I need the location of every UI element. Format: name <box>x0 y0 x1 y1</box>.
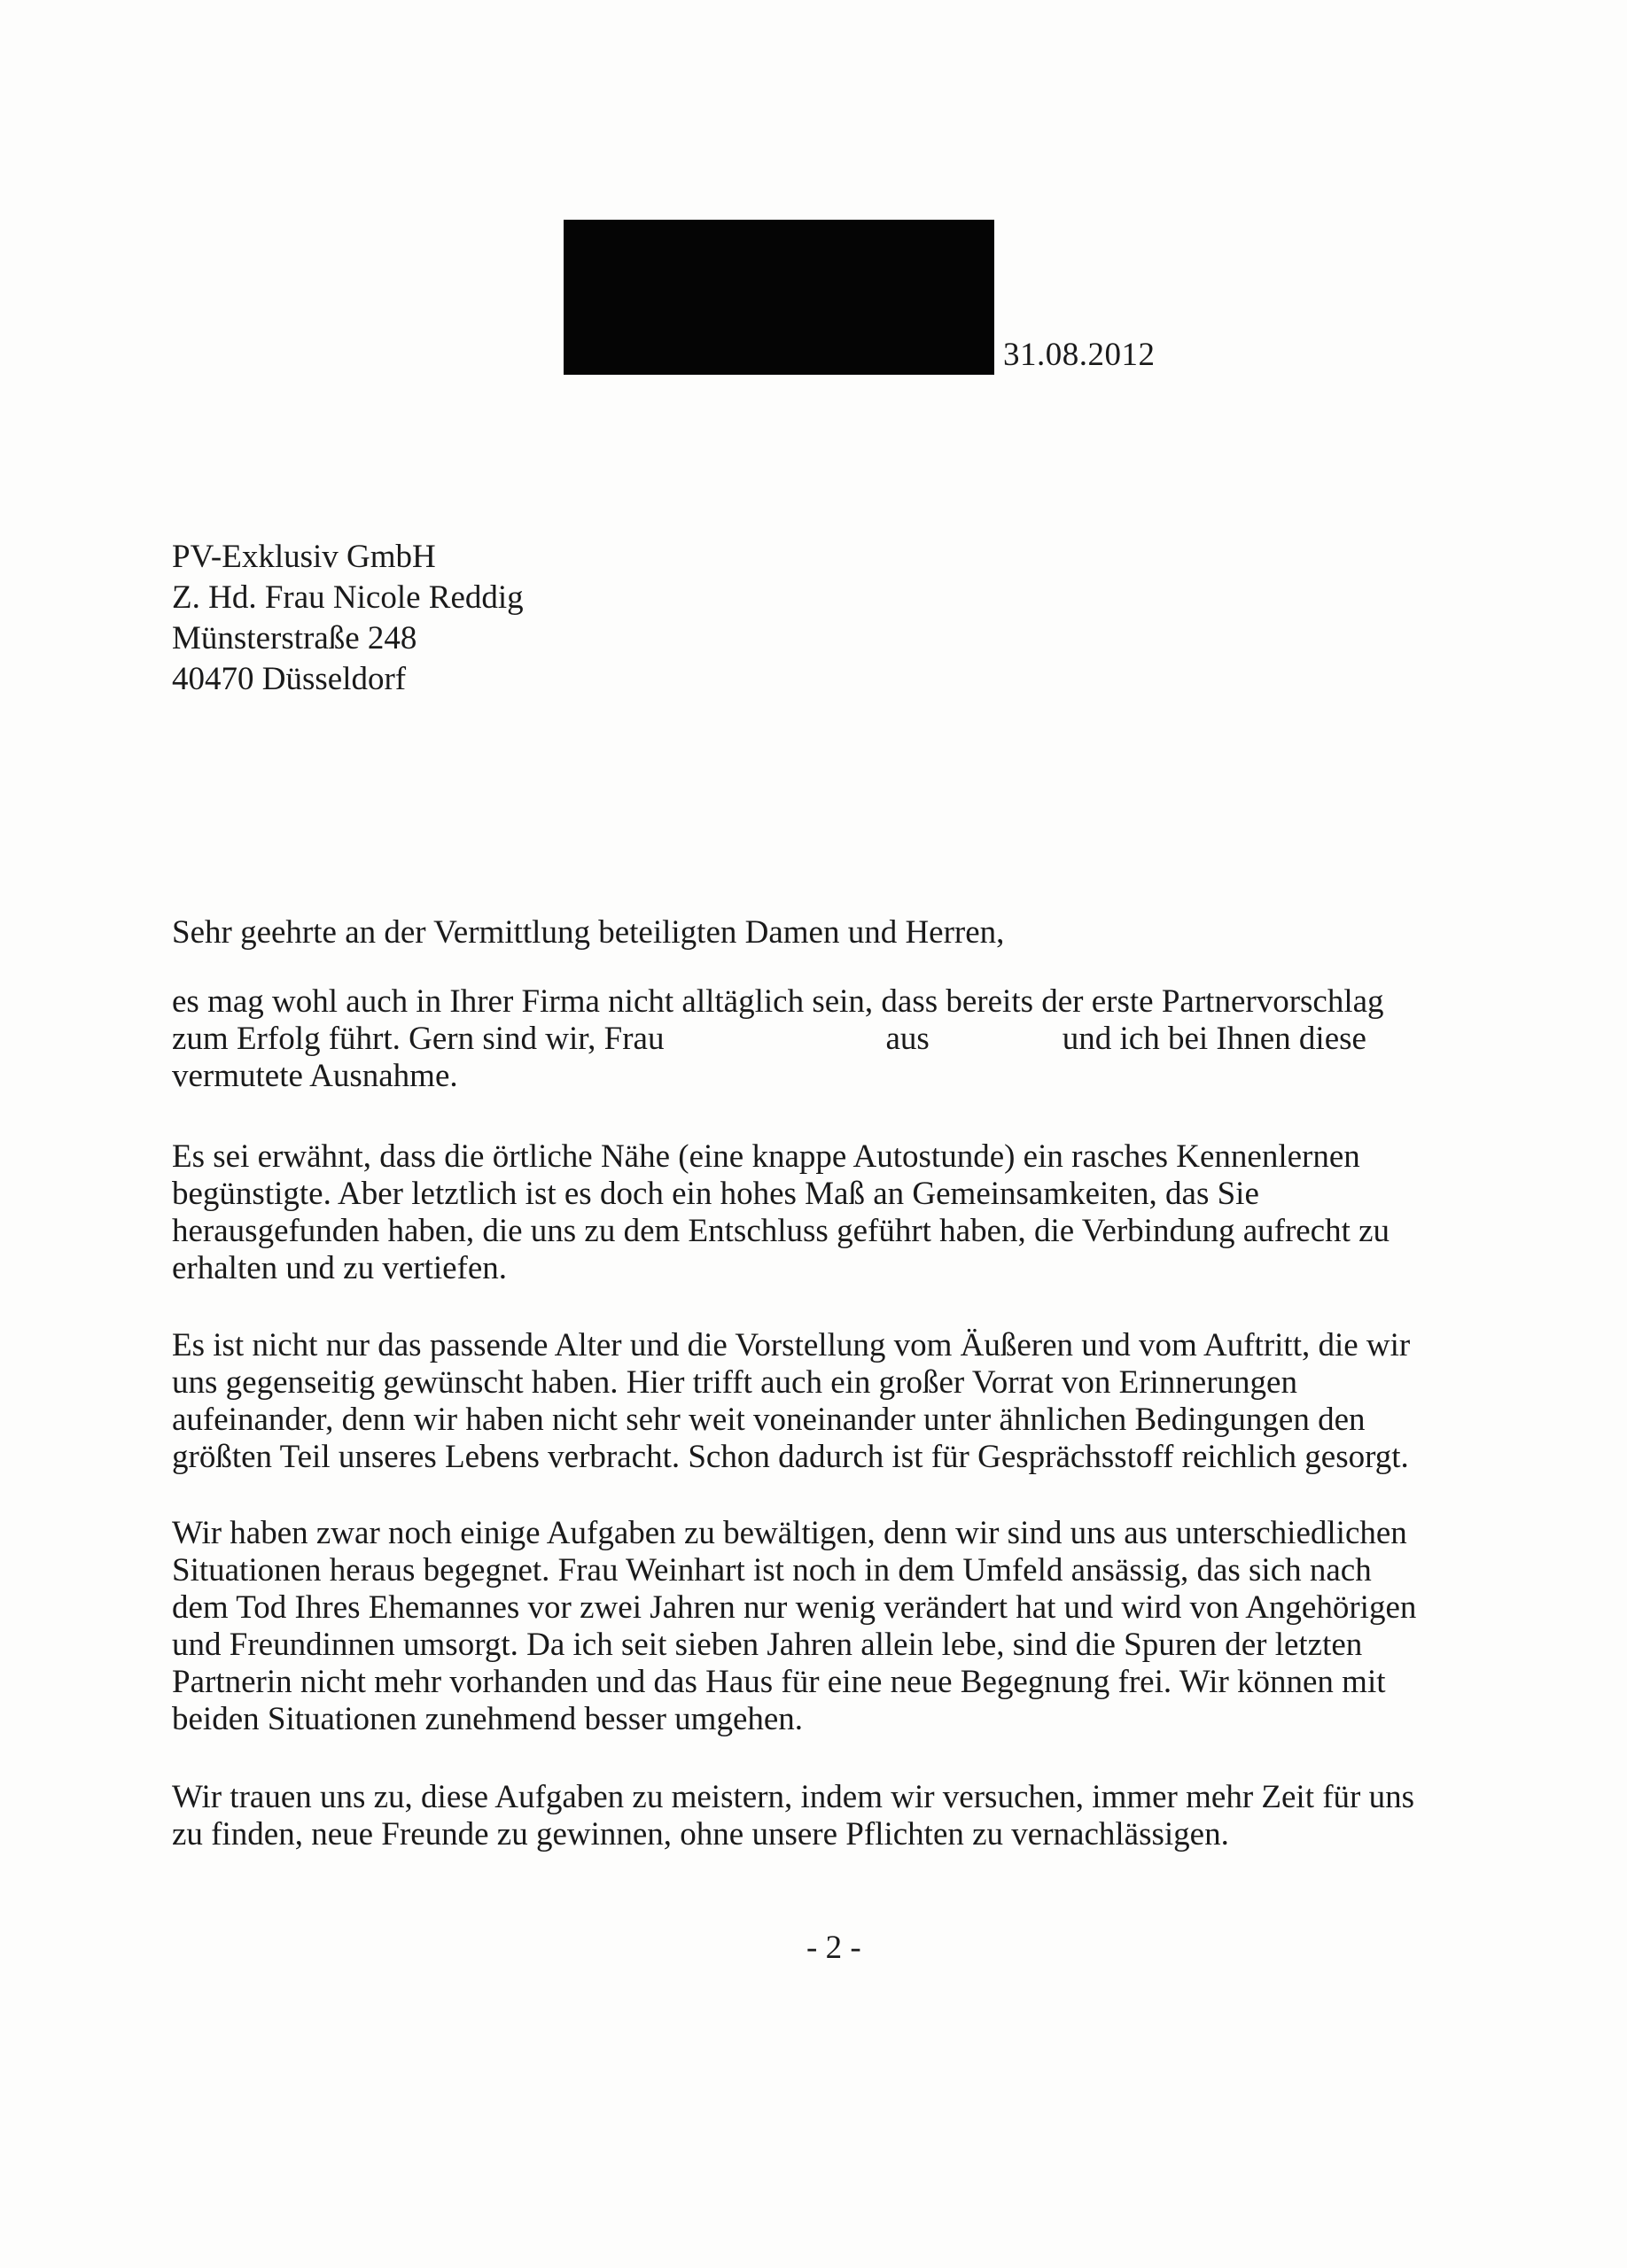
paragraph-3 <box>172 1327 1439 1476</box>
paragraph-line: Es sei erwähnt, dass die örtliche Nähe (eine knappe Autostunde) ein rasches Kennenlernen <box>172 1138 1360 1175</box>
letter-date: 31.08.2012 <box>1003 337 1156 373</box>
paragraph-line: und Freundinnen umsorgt. Da ich seit sieben Jahren allein lebe, sind die Spuren der letzten <box>172 1627 1363 1663</box>
paragraph-line: größten Teil unseres Lebens verbracht. Schon dadurch ist für Gesprächsstoff reichlich gesorgt. <box>172 1439 1409 1475</box>
recipient-city: 40470 Düsseldorf <box>172 661 407 697</box>
paragraph-line: vermutete Ausnahme. <box>172 1058 458 1094</box>
paragraph-segment: zum Erfolg führt. Gern sind wir, Frau <box>172 1021 665 1057</box>
paragraph-line: erhalten und zu vertiefen. <box>172 1250 508 1286</box>
redacted-sender-block <box>564 220 994 375</box>
paragraph-line: zu finden, neue Freunde zu gewinnen, ohne unsere Pflichten zu vernachlässigen. <box>172 1816 1229 1852</box>
paragraph-segment: und ich bei Ihnen diese <box>1062 1021 1366 1057</box>
paragraph-line: begünstigte. Aber letztlich ist es doch ein hohes Maß an Gemeinsamkeiten, das Sie <box>172 1176 1259 1212</box>
recipient-address <box>172 537 524 700</box>
salutation: Sehr geehrte an der Vermittlung beteiligten Damen und Herren, <box>172 914 1005 951</box>
recipient-attention: Z. Hd. Frau Nicole Reddig <box>172 579 524 616</box>
paragraph-line: herausgefunden haben, die uns zu dem Entschluss geführt haben, die Verbindung aufrecht zu <box>172 1213 1390 1249</box>
paragraph-line <box>172 1021 1439 1058</box>
paragraph-line: uns gegenseitig gewünscht haben. Hier trifft auch ein großer Vorrat von Erinnerungen <box>172 1364 1297 1401</box>
page-number: - 2 - <box>806 1930 861 1966</box>
paragraph-2 <box>172 1138 1439 1287</box>
paragraph-5 <box>172 1779 1439 1853</box>
paragraph-line: Partnerin nicht mehr vorhanden und das Haus für eine neue Begegnung frei. Wir können mit <box>172 1664 1386 1700</box>
paragraph-line: aufeinander, denn wir haben nicht sehr weit voneinander unter ähnlichen Bedingungen den <box>172 1402 1366 1438</box>
paragraph-line: Wir trauen uns zu, diese Aufgaben zu meistern, indem wir versuchen, immer mehr Zeit für uns <box>172 1779 1415 1815</box>
paragraph-1 <box>172 983 1439 1095</box>
paragraph-line: dem Tod Ihres Ehemannes vor zwei Jahren nur wenig verändert hat und wird von Angehörigen <box>172 1589 1417 1626</box>
paragraph-line: Es ist nicht nur das passende Alter und die Vorstellung vom Äußeren und vom Auftritt, die wir <box>172 1327 1411 1363</box>
paragraph-segment: aus <box>885 1021 930 1057</box>
paragraph-line: es mag wohl auch in Ihrer Firma nicht alltäglich sein, dass bereits der erste Partnervorschlag <box>172 983 1384 1020</box>
paragraph-line: beiden Situationen zunehmend besser umgehen. <box>172 1701 804 1737</box>
paragraph-line: Situationen heraus begegnet. Frau Weinhart ist noch in dem Umfeld ansässig, das sich nach <box>172 1552 1372 1588</box>
recipient-street: Münsterstraße 248 <box>172 620 417 656</box>
paragraph-4 <box>172 1515 1439 1738</box>
paragraph-line: Wir haben zwar noch einige Aufgaben zu bewältigen, denn wir sind uns aus unterschiedlichen <box>172 1515 1407 1551</box>
recipient-company: PV-Exklusiv GmbH <box>172 539 436 575</box>
